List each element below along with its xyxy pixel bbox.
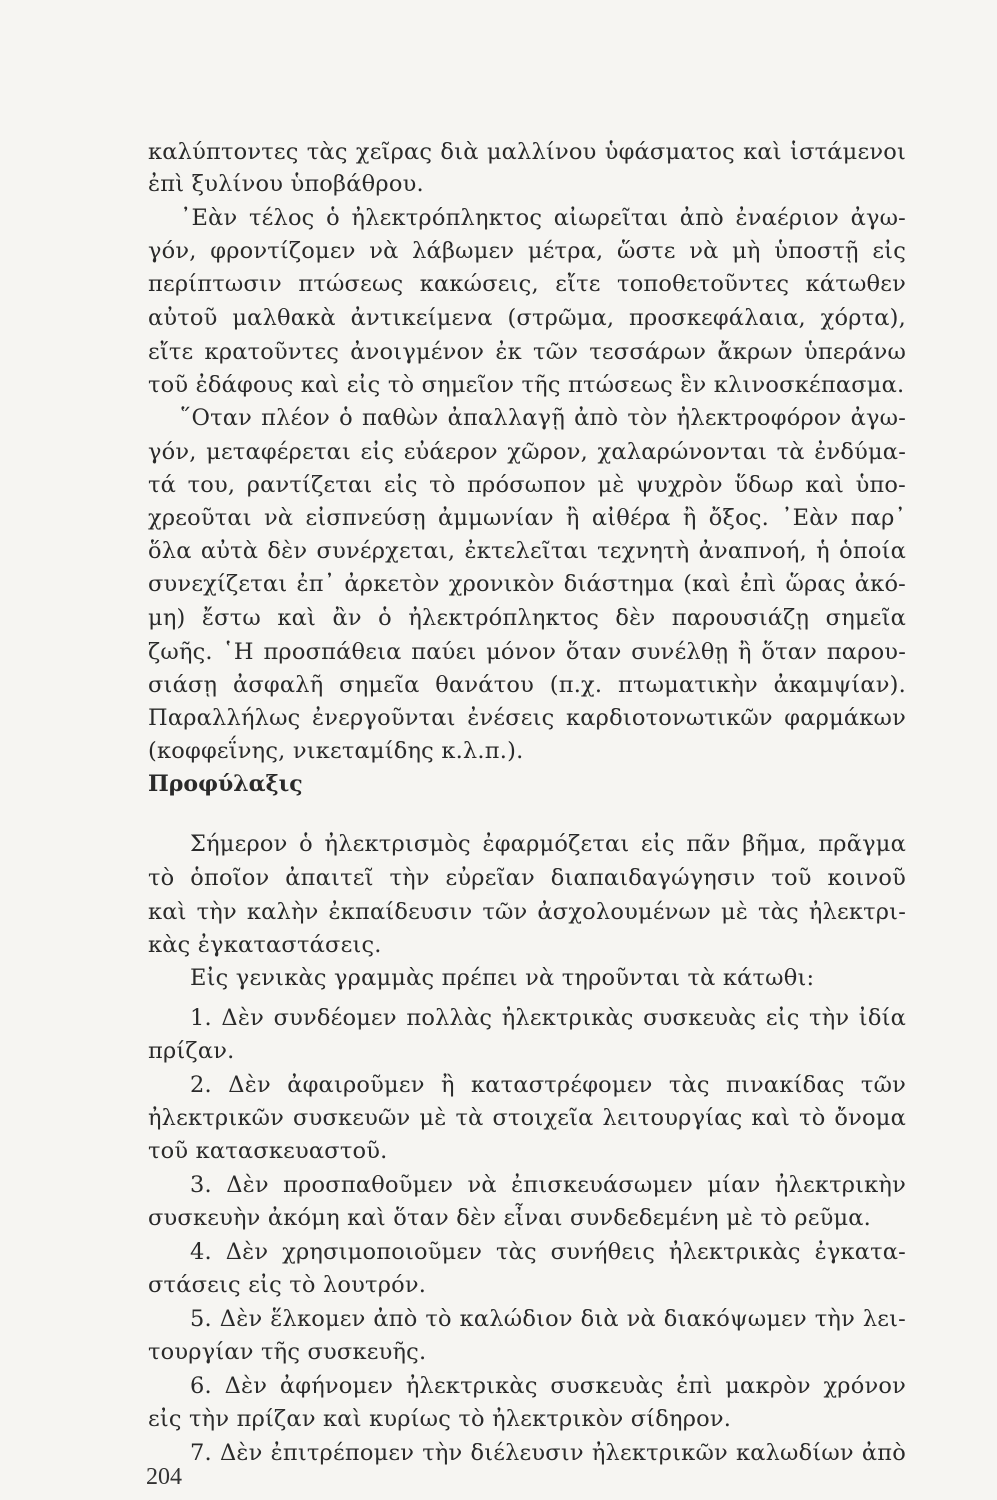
list-item-line: στάσεις εἰς τὸ λουτρόν. [148,1272,427,1298]
text-line: τά του, ραντίζεται εἰς τὸ πρόσωπον μὲ ψυχρὸν ὕδωρ καὶ ὑπο- [148,472,906,498]
text-line: γόν, φροντίζομεν νὰ λάβωμεν μέτρα, ὥστε νὰ μὴ ὑποστῇ εἰς [148,238,906,264]
text-line: Σήμερον ὁ ἠλεκτρισμὸς ἐφαρμόζεται εἰς πᾶν βῆμα, πρᾶγμα [190,831,906,857]
list-item-line: πρίζαν. [148,1038,235,1064]
text-line: τὸ ὁποῖον ἀπαιτεῖ τὴν εὐρεῖαν διαπαιδαγώγησιν τοῦ κοινοῦ [148,865,906,891]
section-heading: Προφύλαξις [148,771,303,797]
text-line: ἐπὶ ξυλίνου ὑποβάθρου. [148,171,424,197]
text-line: κὰς ἐγκαταστάσεις. [148,932,382,958]
list-item-line: 6. Δὲν ἀφήνομεν ἠλεκτρικὰς συσκευὰς ἐπὶ μακρὸν χρόνον [190,1373,906,1399]
text-line: Εἰς γενικὰς γραμμὰς πρέπει νὰ τηροῦνται τὰ κάτωθι: [190,965,815,991]
text-line: τοῦ ἐδάφους καὶ εἰς τὸ σημεῖον τῆς πτώσεως ἓν κλινοσκέπασμα. [148,372,905,398]
text-line: χρεοῦται νὰ εἰσπνεύσῃ ἀμμωνίαν ἢ αἰθέρα ἢ ὄξος. ᾿Εὰν παρ᾿ [148,505,906,531]
list-item-line: εἰς τὴν πρίζαν καὶ κυρίως τὸ ἠλεκτρικὸν σίδηρον. [148,1406,732,1432]
text-line: ζωῆς. ῾Η προσπάθεια παύει μόνον ὅταν συνέλθῃ ἢ ὅταν παρου- [148,639,906,665]
text-line: αὐτοῦ μαλθακὰ ἀντικείμενα (στρῶμα, προσκεφάλαια, χόρτα), [148,305,906,331]
text-line: ᾿Εὰν τέλος ὁ ἠλεκτρόπληκτος αἰωρεῖται ἀπὸ ἐναέριον ἀγω- [180,205,906,231]
list-item-line: 2. Δὲν ἀφαιροῦμεν ἢ καταστρέφομεν τὰς πινακίδας τῶν [190,1072,906,1098]
text-line: περίπτωσιν πτώσεως κακώσεις, εἴτε τοποθετοῦντες κάτωθεν [148,271,906,297]
list-item-line: ἠλεκτρικῶν συσκευῶν μὲ τὰ στοιχεῖα λειτουργίας καὶ τὸ ὄνομα [148,1105,906,1131]
text-line: γόν, μεταφέρεται εἰς εὐάερον χῶρον, χαλαρώνονται τὰ ἐνδύμα- [148,439,906,465]
text-line: σιάσῃ ἀσφαλῆ σημεῖα θανάτου (π.χ. πτωματικὴν ἀκαμψίαν). [148,672,906,698]
text-line: ὅλα αὐτὰ δὲν συνέρχεται, ἐκτελεῖται τεχνητὴ ἀναπνοή, ἡ ὁποία [148,538,906,564]
text-line: Παραλλήλως ἐνεργοῦνται ἐνέσεις καρδιοτονωτικῶν φαρμάκων [148,705,906,731]
text-line: συνεχίζεται ἐπ᾿ ἀρκετὸν χρονικὸν διάστημα (καὶ ἐπὶ ὥρας ἀκό- [148,571,906,597]
text-line: (κοφφεΐνης, νικεταμίδης κ.λ.π.). [148,738,524,764]
text-line: ῞Οταν πλέον ὁ παθὼν ἀπαλλαγῇ ἀπὸ τὸν ἠλεκτροφόρον ἀγω- [180,405,906,431]
text-line: καλύπτοντες τὰς χεῖρας διὰ μαλλίνου ὑφάσματος καὶ ἱστάμενοι [148,139,906,165]
list-item-line: 1. Δὲν συνδέομεν πολλὰς ἠλεκτρικὰς συσκευὰς εἰς τὴν ἰδία [190,1005,906,1031]
list-item-line: τουργίαν τῆς συσκευῆς. [148,1339,427,1365]
list-item-line: 5. Δὲν ἕλκομεν ἀπὸ τὸ καλώδιον διὰ νὰ διακόψωμεν τὴν λει- [190,1306,906,1332]
list-item-line: συσκευὴν ἀκόμη καὶ ὅταν δὲν εἶναι συνδεδεμένη μὲ τὸ ρεῦμα. [148,1205,872,1231]
list-item-line: τοῦ κατασκευαστοῦ. [148,1138,388,1164]
page-number: 204 [146,1464,182,1490]
text-line: καὶ τὴν καλὴν ἐκπαίδευσιν τῶν ἀσχολουμένων μὲ τὰς ἠλεκτρι- [148,899,906,925]
text-line: μη) ἔστω καὶ ἂν ὁ ἠλεκτρόπληκτος δὲν παρουσιάζῃ σημεῖα [148,605,906,631]
list-item-line: 7. Δὲν ἐπιτρέπομεν τὴν διέλευσιν ἠλεκτρικῶν καλωδίων ἀπὸ [190,1440,906,1466]
text-line: εἴτε κρατοῦντες ἀνοιγμένον ἐκ τῶν τεσσάρων ἄκρων ὑπεράνω [148,339,906,365]
list-item-line: 3. Δὲν προσπαθοῦμεν νὰ ἐπισκευάσωμεν μίαν ἠλεκτρικὴν [190,1172,906,1198]
list-item-line: 4. Δὲν χρησιμοποιοῦμεν τὰς συνήθεις ἠλεκτρικὰς ἐγκατα- [190,1239,906,1265]
